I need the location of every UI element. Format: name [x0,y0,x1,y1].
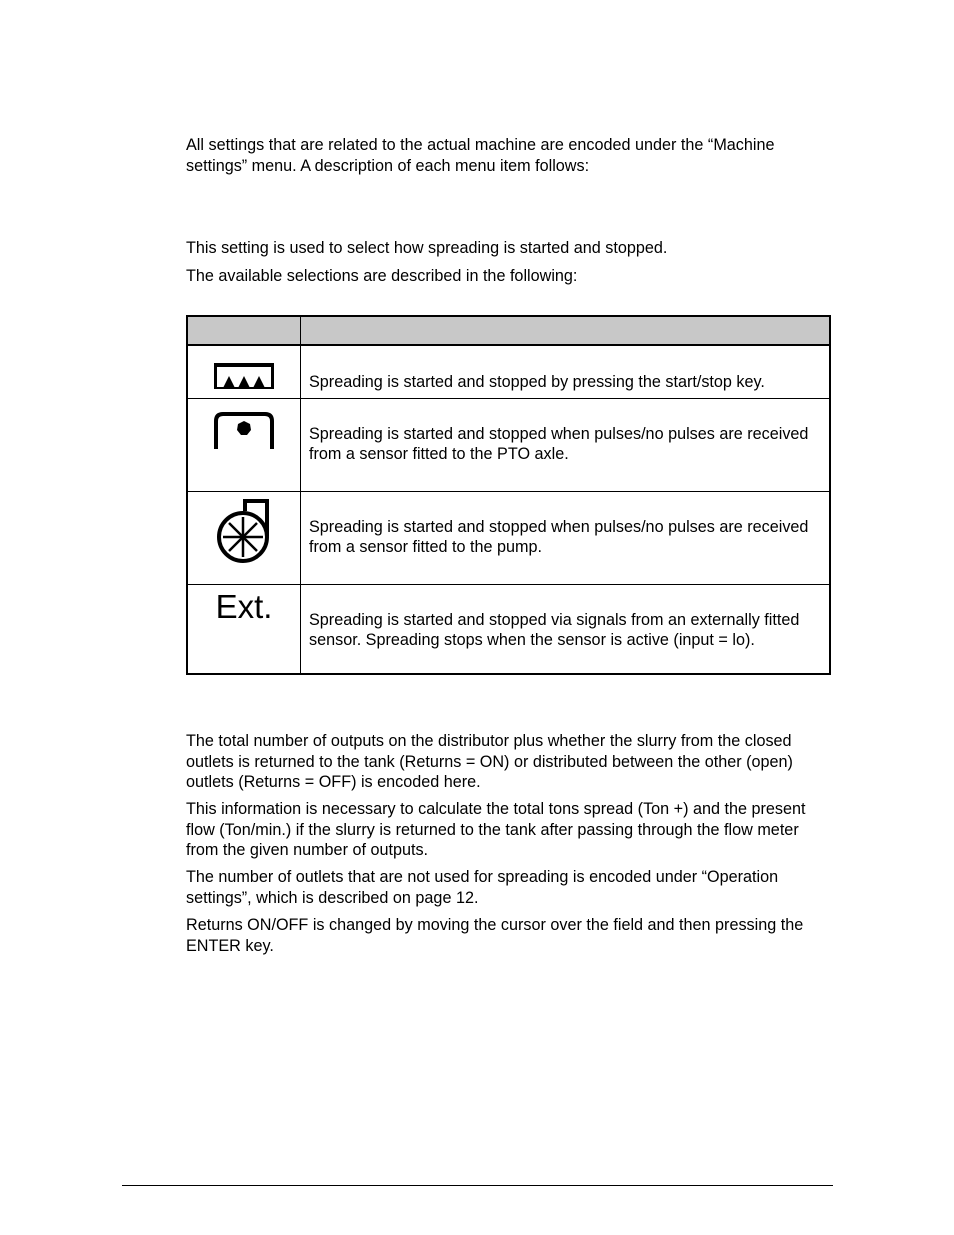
pump-impeller-icon [214,498,274,564]
boom-nozzles-icon [212,361,276,391]
table-row [187,584,830,674]
mode-description: Spreading is started and stopped via signals from an externally fitted sensor. Spreading stops when the sensor is active (input = lo). [309,610,800,649]
table-desc-cell [301,345,831,398]
table-icon-cell [187,345,301,398]
outputs-paragraph-1: The total number of outputs on the distributor plus whether the slurry from the closed outlets is returned to the tank (Returns = ON) or distributed between the other (open) outlets (Returns = OFF) is encoded here. [186,732,793,791]
table-row [187,345,830,398]
spreading-paragraph-1: This setting is used to select how spreading is started and stopped. [186,239,668,257]
table-desc-cell [301,491,831,584]
footer-divider [122,1185,833,1186]
table-header-description-column [301,316,831,345]
mode-description: Spreading is started and stopped by pressing the start/stop key. [309,373,765,391]
table-header-icon-column [187,316,301,345]
spreading-mode-table [186,315,831,675]
table-icon-cell [187,491,301,584]
table-desc-cell [301,398,831,491]
table-desc-cell [301,584,831,674]
outputs-paragraph-2: This information is necessary to calculate the total tons spread (Ton +) and the present flow (Ton/min.) if the slurry is returned to the tank after passing through the flow meter from the given number of outputs. [186,800,806,859]
outputs-paragraph-3: The number of outlets that are not used for spreading is encoded under “Operation settings”, which is described on page 12. [186,868,779,907]
table-row [187,398,830,491]
intro-paragraph: All settings that are related to the actual machine are encoded under the “Machine settings” menu. A description of each menu item follows: [186,136,775,175]
table-row [187,491,830,584]
pto-sensor-icon [212,411,276,451]
mode-description: Spreading is started and stopped when pulses/no pulses are received from a sensor fitted to the pump. [309,517,809,556]
spreading-paragraph-2: The available selections are described in the following: [186,267,578,285]
table-icon-cell [187,584,301,674]
external-sensor-label: Ext. [215,587,273,625]
table-icon-cell [187,398,301,491]
table-header-row [187,316,830,345]
outputs-paragraph-4: Returns ON/OFF is changed by moving the cursor over the field and then pressing the ENTER key. [186,916,804,955]
mode-description: Spreading is started and stopped when pulses/no pulses are received from a sensor fitted to the PTO axle. [309,424,809,463]
